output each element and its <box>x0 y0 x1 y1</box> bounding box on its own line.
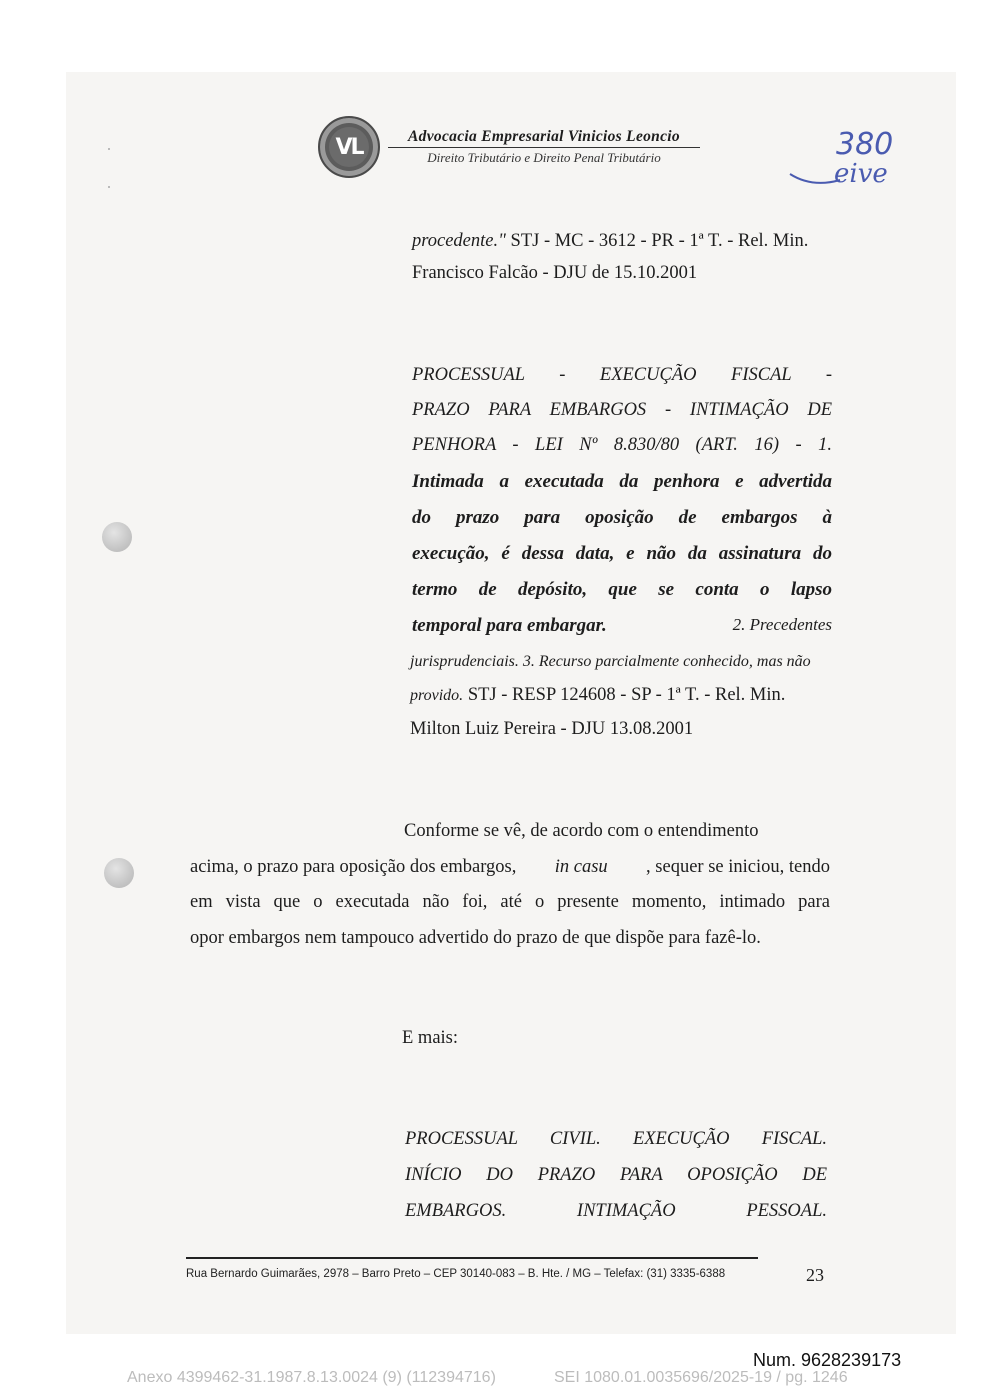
stamp-initials: eive <box>834 159 888 189</box>
quote-line-4: Intimada a executada da penhora e advertida <box>412 471 832 492</box>
citation-line-2: Francisco Falcão - DJU de 15.10.2001 <box>412 263 698 283</box>
quote-line-10-rest: STJ - RESP 124608 - SP - 1ª T. - Rel. Min. <box>463 685 786 705</box>
paragraph-line-3: em vista que o executada não foi, até o presente momento, intimado para <box>190 892 830 912</box>
quote-2-line-2: INÍCIO DO PRAZO PARA OPOSIÇÃO DE <box>405 1165 827 1185</box>
quote-line-2: PRAZO PARA EMBARGOS - INTIMAÇÃO DE <box>412 400 832 420</box>
document-number: Num. 9628239173 <box>753 1350 902 1370</box>
paragraph-line-4: opor embargos nem tampouco advertido do prazo de que dispõe para fazê-lo. <box>190 928 761 948</box>
firm-logo: VL <box>318 116 380 178</box>
scan-mark <box>108 148 110 150</box>
quote-line-8-bold: temporal para embargar. <box>412 615 607 636</box>
footer-rule <box>186 1257 758 1259</box>
scan-mark <box>108 186 110 188</box>
paragraph-line-2a: acima, o prazo para oposição dos embargos, <box>190 857 517 877</box>
citation-line-1 <box>412 232 808 251</box>
firm-name: Advocacia Empresarial Vinicios Leoncio <box>388 128 700 148</box>
page-number: 23 <box>806 1265 824 1285</box>
quote-2-line-1: PROCESSUAL CIVIL. EXECUÇÃO FISCAL. <box>405 1129 827 1149</box>
stamp-flourish <box>790 174 840 183</box>
sei-reference: SEI 1080.01.0035696/2025-19 / pg. 1246 <box>554 1369 848 1386</box>
paragraph-line-2 <box>190 858 830 877</box>
quote-line-10 <box>410 686 785 705</box>
quote-line-9: jurisprudenciais. 3. Recurso parcialmente conhecido, mas não <box>410 653 811 670</box>
quote-line-8-rest: 2. Precedentes <box>732 615 832 634</box>
firm-subtitle: Direito Tributário e Direito Penal Tributário <box>427 150 661 165</box>
paragraph-line-1: Conforme se vê, de acordo com o entendimento <box>404 821 759 841</box>
footer-address: Rua Bernardo Guimarães, 2978 – Barro Preto – CEP 30140-083 – B. Hte. / MG – Telefax: (31) 3335-6388 <box>186 1268 726 1280</box>
quote-line-5: do prazo para oposição de embargos à <box>412 507 832 528</box>
quote-line-3: PENHORA - LEI Nº 8.830/80 (ART. 16) - 1. <box>412 435 832 455</box>
citation-text: STJ - MC - 3612 - PR - 1ª T. - Rel. Min. <box>505 231 809 251</box>
quote-line-11: Milton Luiz Pereira - DJU 13.08.2001 <box>410 719 694 739</box>
quote-line-1: PROCESSUAL - EXECUÇÃO FISCAL - <box>412 365 832 385</box>
quote-line-6: execução, é dessa data, e não da assinatura do <box>412 543 832 564</box>
citation-italic: procedente." <box>412 231 506 251</box>
paragraph-line-2b: , sequer se iniciou, tendo <box>646 857 830 877</box>
annex-reference: Anexo 4399462-31.1987.8.13.0024 (9) (112394716) <box>127 1369 496 1386</box>
quote-line-8 <box>412 616 832 635</box>
quote-line-7: termo de depósito, que se conta o lapso <box>412 579 832 600</box>
stamp-number: 380 <box>836 127 894 162</box>
paragraph-line-2-italic: in casu <box>554 857 608 877</box>
quote-2-line-3: EMBARGOS. INTIMAÇÃO PESSOAL. <box>405 1201 827 1221</box>
e-mais: E mais: <box>402 1028 459 1048</box>
quote-line-10-italic: provido. <box>410 687 464 704</box>
punch-hole-top <box>102 522 132 552</box>
punch-hole-bottom <box>104 858 134 888</box>
handwritten-page-stamp <box>782 118 932 192</box>
